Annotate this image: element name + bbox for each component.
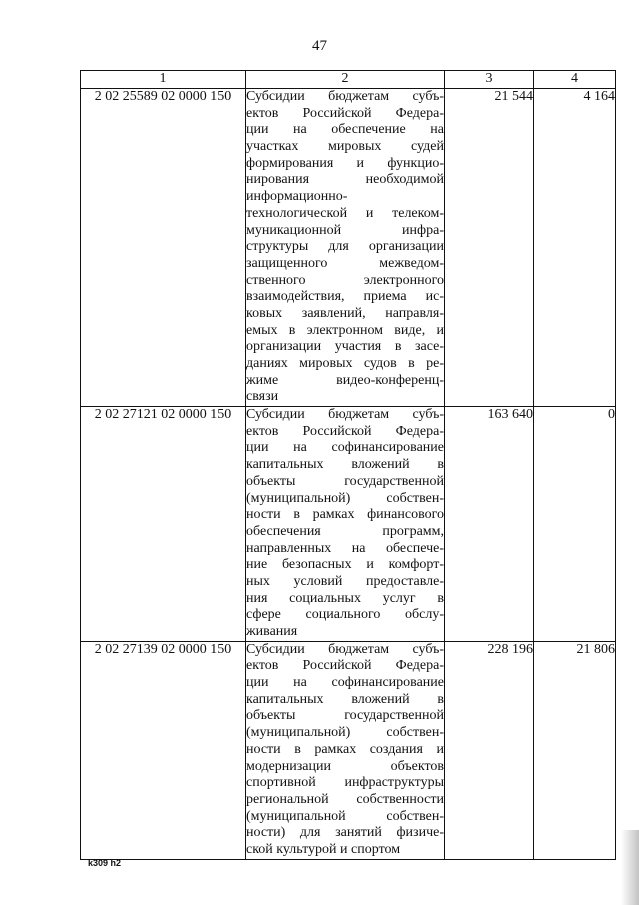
- description-line: капитальных вложений в: [246, 691, 444, 707]
- description-line: структуры для организации: [246, 239, 444, 255]
- item-description: [246, 407, 445, 642]
- item-description: [246, 641, 445, 859]
- description-line: Субсидии бюджетам субъ-: [246, 89, 444, 104]
- footer-code: k309 h2: [88, 858, 122, 868]
- description-line: региональной собственности: [246, 791, 444, 807]
- amount-col-4: 21 806: [534, 641, 616, 859]
- description-line: нирования необходимой: [246, 172, 444, 188]
- description-line: ния социальных услуг в: [246, 590, 444, 606]
- description-line: муникационной инфра-: [246, 222, 444, 238]
- budget-code: 2 02 27139 02 0000 150: [81, 641, 246, 859]
- description-line: формирования и функцио-: [246, 155, 444, 171]
- description-line: Субсидии бюджетам субъ-: [246, 407, 444, 423]
- budget-table: [80, 70, 616, 860]
- description-line: ности в рамках создания и: [246, 741, 444, 757]
- description-line: обеспечения программ,: [246, 523, 444, 539]
- description-line: спортивной инфраструктуры: [246, 775, 444, 791]
- description-line: ности) для занятий физиче-: [246, 825, 444, 841]
- table-row: [81, 641, 616, 859]
- description-line: ектов Российской Федера-: [246, 423, 444, 439]
- amount-col-3: 21 544: [445, 89, 534, 407]
- description-line: ектов Российской Федера-: [246, 658, 444, 674]
- description-line: модернизации объектов: [246, 758, 444, 774]
- amount-col-3: 228 196: [445, 641, 534, 859]
- description-line: ственного электронного: [246, 272, 444, 288]
- description-line: капитальных вложений в: [246, 457, 444, 473]
- description-line: участках мировых судей: [246, 139, 444, 155]
- description-line: технологической и телеком-: [246, 205, 444, 221]
- amount-col-3: 163 640: [445, 407, 534, 642]
- description-line: объекты государственной: [246, 473, 444, 489]
- description-line: ковых заявлений, направля-: [246, 305, 444, 321]
- description-line: живания: [246, 624, 298, 639]
- description-line: жиме видео-конференц-: [246, 372, 444, 388]
- scan-shadow: [621, 830, 639, 905]
- description-line: объекты государственной: [246, 708, 444, 724]
- header-col-4: 4: [534, 71, 616, 89]
- description-line: ции на софинансирование: [246, 440, 444, 456]
- description-line: ектов Российской Федера-: [246, 105, 444, 121]
- description-line: (муниципальной собствен-: [246, 808, 444, 824]
- description-line: ции на обеспечение на: [246, 122, 444, 138]
- description-line: ности в рамках финансового: [246, 507, 444, 523]
- description-line: ных условий предоставле-: [246, 573, 444, 589]
- amount-col-4: 4 164: [534, 89, 616, 407]
- amount-col-4: 0: [534, 407, 616, 642]
- header-col-3: 3: [445, 71, 534, 89]
- description-line: даниях мировых судов в ре-: [246, 356, 444, 371]
- header-col-1: 1: [81, 71, 246, 89]
- description-line: (муниципальной) собствен-: [246, 490, 444, 506]
- description-line: защищенного межведом-: [246, 255, 444, 271]
- description-line: емых в электронном виде, и: [246, 322, 444, 338]
- description-line: организации участия в засе-: [246, 339, 444, 355]
- item-description: [246, 89, 445, 407]
- description-line: Субсидии бюджетам субъ-: [246, 641, 444, 657]
- table-header-row: [81, 71, 616, 89]
- description-line: ции на софинансирование: [246, 675, 444, 691]
- page-number: 47: [312, 38, 327, 54]
- description-line: связи: [246, 389, 279, 405]
- description-line: информационно-: [246, 189, 348, 205]
- description-line: направленных на обеспече-: [246, 540, 444, 556]
- budget-code: 2 02 27121 02 0000 150: [81, 407, 246, 642]
- description-line: сфере социального обслу-: [246, 607, 444, 623]
- budget-code: 2 02 25589 02 0000 150: [81, 89, 246, 407]
- table-row: [81, 89, 616, 407]
- table-row: [81, 407, 616, 642]
- description-line: ние безопасных и комфорт-: [246, 557, 444, 573]
- description-line: (муниципальной) собствен-: [246, 725, 444, 741]
- description-line: ской культурой и спортом: [246, 841, 401, 857]
- description-line: взаимодействия, приема ис-: [246, 289, 444, 305]
- header-col-2: 2: [246, 71, 445, 89]
